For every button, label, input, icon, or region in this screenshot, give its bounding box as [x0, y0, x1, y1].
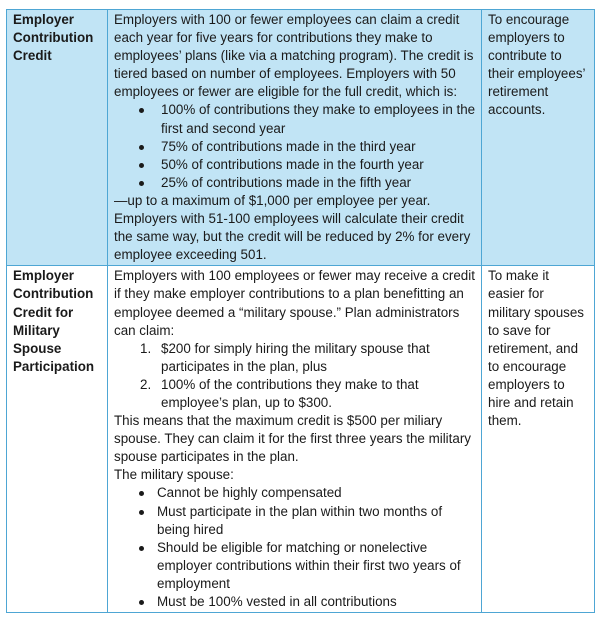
credit-description-cell [108, 266, 482, 613]
list-item: 100% of contributions they make to employees in the first and second year [136, 101, 476, 137]
requirements-list [114, 484, 476, 611]
tax-credits-table [6, 9, 595, 613]
credit-name-cell [7, 266, 108, 613]
list-item: 25% of contributions made in the fifth year [136, 174, 476, 192]
table-row-military-spouse-credit [7, 266, 595, 613]
list-item [140, 340, 476, 376]
list-item: Must be 100% vested in all contributions [136, 593, 476, 611]
credit-purpose-cell [482, 266, 595, 613]
list-item: Should be eligible for matching or nonelective employer contributions within their first two years of employment [136, 539, 476, 593]
credit-name: Employer Contribution Credit for Military Spouse Participation [13, 268, 95, 374]
credit-description-cell [108, 10, 482, 266]
list-item: 50% of contributions made in the fourth year [136, 156, 476, 174]
list-heading: The military spouse: [114, 467, 234, 483]
list-number: 1. [140, 340, 152, 356]
credit-name: Employer Contribution Credit [13, 12, 94, 64]
description-middle: This means that the maximum credit is $500 per miliary spouse. They can claim it for the first three years the military spouse participates in the plan. [114, 413, 471, 465]
description-outro: —up to a maximum of $1,000 per employee per year. Employers with 51-100 employees will calculate their credit the same way, but the credit will be reduced by 2% for every employee exceeding 501. [114, 192, 471, 263]
list-item: 75% of contributions made in the third year [136, 138, 476, 156]
description-intro: Employers with 100 or fewer employees can claim a credit each year for five years for contributions they make to employees’ plans (like via a matching program). The credit is tiered based on number of employees. Employers with 50 employees or fewer are eligible for the full credit, which is: [114, 12, 474, 100]
list-item [140, 376, 476, 412]
list-text: $200 for simply hiring the military spouse that participates in the plan, plus [161, 340, 430, 374]
list-item: Cannot be highly compensated [136, 484, 476, 502]
credit-purpose-cell [482, 10, 595, 266]
credit-purpose: To make it easier for military spouses to save for retirement, and to encourage employers to hire and retain them. [488, 268, 584, 429]
credit-name-cell [7, 10, 108, 266]
list-text: 100% of the contributions they make to that employee’s plan, up to $300. [161, 376, 419, 410]
credit-purpose: To encourage employers to contribute to their employees’ retirement accounts. [488, 12, 586, 118]
table-row-employer-contribution-credit [7, 10, 595, 266]
list-item: Must participate in the plan within two months of being hired [136, 503, 476, 539]
list-number: 2. [140, 376, 152, 392]
tier-list [114, 101, 476, 191]
description-intro: Employers with 100 employees or fewer may receive a credit if they make employer contributions to a plan benefitting an employee deemed a “military spouse.” Plan administrators can claim: [114, 268, 475, 338]
claim-list [114, 340, 476, 412]
